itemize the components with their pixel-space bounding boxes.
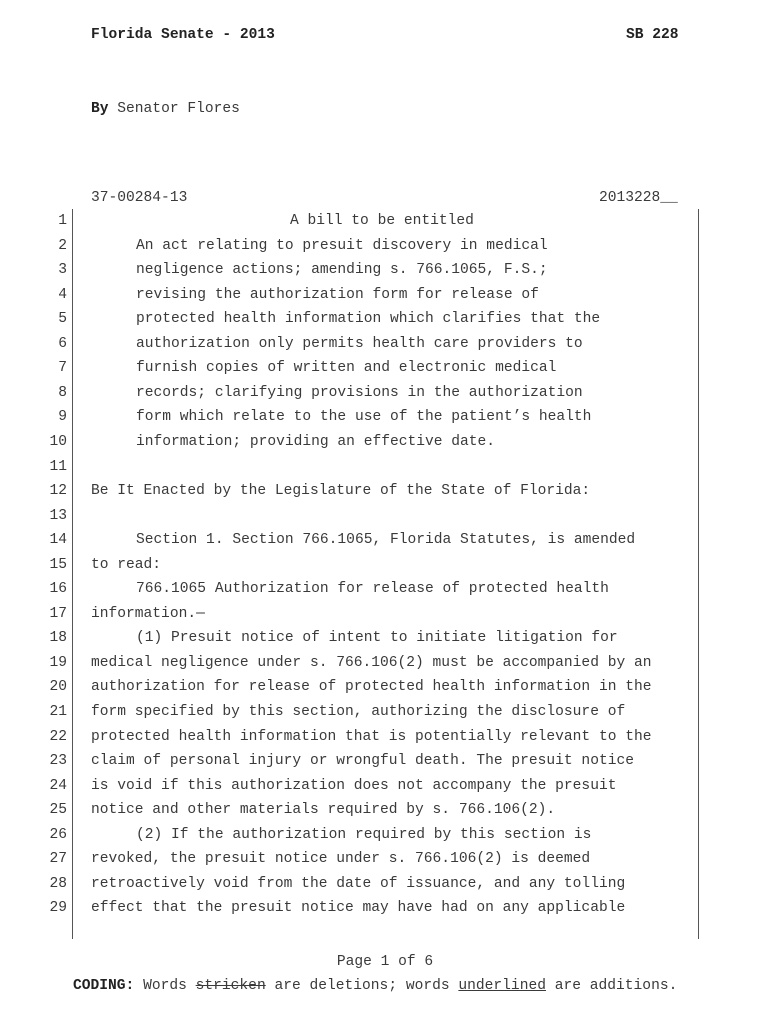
line-number: 26	[49, 826, 67, 843]
line-number: 15	[49, 556, 67, 573]
bill-text-line: to read:	[91, 556, 162, 573]
bill-text-line: authorization for release of protected health information in the	[91, 679, 652, 696]
document-header-chamber: Florida Senate - 2013	[91, 27, 275, 43]
line-number: 10	[49, 433, 67, 450]
bill-text-line: medical negligence under s. 766.106(2) must be accompanied by an	[91, 654, 652, 671]
underlined-example: underlined	[458, 978, 546, 994]
line-number: 27	[49, 851, 67, 868]
stricken-example: stricken	[195, 978, 266, 994]
bill-text-line: revoked, the presuit notice under s. 766.106(2) is deemed	[91, 851, 591, 868]
bill-title-line: A bill to be entitled	[290, 213, 474, 229]
line-number: 11	[49, 458, 67, 475]
line-number: 28	[49, 875, 67, 892]
line-number: 12	[49, 483, 67, 500]
bill-text-line: protected health information that is potentially relevant to the	[91, 728, 652, 745]
line-number: 22	[49, 728, 67, 745]
line-number: 16	[49, 581, 67, 598]
left-margin-rule	[72, 209, 73, 939]
line-number: 23	[49, 753, 67, 770]
bill-text-line: information.—	[91, 605, 205, 622]
document-id: 37-00284-13	[91, 190, 188, 206]
bill-text-line: notice and other materials required by s. 766.106(2).	[91, 802, 556, 819]
line-number: 2	[58, 237, 67, 254]
line-number: 25	[49, 802, 67, 819]
right-margin-rule	[698, 209, 699, 939]
sponsor-prefix: By	[91, 101, 109, 117]
line-number: 6	[58, 335, 67, 352]
line-number: 21	[49, 704, 67, 720]
line-number: 1	[58, 213, 67, 229]
line-number: 13	[49, 507, 67, 524]
line-number: 5	[58, 311, 67, 328]
bill-text-line: claim of personal injury or wrongful death. The presuit notice	[91, 753, 634, 770]
line-number: 8	[58, 384, 67, 401]
bill-text-line: form which relate to the use of the patient’s health	[136, 409, 592, 426]
bill-text-line: form specified by this section, authorizing the disclosure of	[91, 704, 626, 720]
line-number: 9	[58, 409, 67, 426]
line-number: 29	[49, 900, 67, 917]
bill-text-line: Section 1. Section 766.1065, Florida Statutes, is amended	[136, 532, 636, 549]
bill-text-line: furnish copies of written and electronic medical	[136, 360, 557, 377]
bill-text-line: information; providing an effective date.	[136, 433, 496, 450]
line-number: 24	[49, 777, 67, 794]
line-number: 20	[49, 679, 67, 696]
bill-text-line: retroactively void from the date of issuance, and any tolling	[91, 875, 626, 892]
coding-legend	[73, 978, 677, 994]
line-number: 4	[58, 286, 67, 303]
bill-text-line: is void if this authorization does not accompany the presuit	[91, 777, 617, 794]
line-number: 7	[58, 360, 67, 377]
bill-text-line: effect that the presuit notice may have had on any applicable	[91, 900, 626, 917]
bill-text-line: (2) If the authorization required by this section is	[136, 826, 592, 843]
bill-text-line: Be It Enacted by the Legislature of the State of Florida:	[91, 483, 591, 500]
sponsor-line	[91, 101, 240, 117]
coding-deletions-text: are deletions; words	[274, 978, 450, 994]
bill-text-line: revising the authorization form for release of	[136, 286, 539, 303]
line-number: 19	[49, 654, 67, 671]
line-number: 3	[58, 262, 67, 279]
bill-text-line: 766.1065 Authorization for release of protected health	[136, 581, 609, 598]
bill-code: 2013228__	[599, 190, 678, 206]
sponsor-name: Senator Flores	[117, 101, 240, 117]
line-number: 17	[49, 605, 67, 622]
coding-words: Words	[143, 978, 187, 994]
bill-text-line: (1) Presuit notice of intent to initiate litigation for	[136, 630, 618, 647]
coding-label: CODING:	[73, 978, 135, 994]
bill-text-line: authorization only permits health care providers to	[136, 335, 583, 352]
bill-text-line: protected health information which clarifies that the	[136, 311, 601, 328]
bill-number: SB 228	[626, 27, 679, 43]
page-number: Page 1 of 6	[336, 954, 434, 970]
bill-text-line: negligence actions; amending s. 766.1065, F.S.;	[136, 262, 548, 279]
coding-additions-text: are additions.	[554, 978, 678, 994]
bill-text-line: An act relating to presuit discovery in medical	[136, 237, 548, 254]
line-number: 14	[49, 532, 67, 549]
line-number: 18	[49, 630, 67, 647]
bill-text-line: records; clarifying provisions in the authorization	[136, 384, 583, 401]
